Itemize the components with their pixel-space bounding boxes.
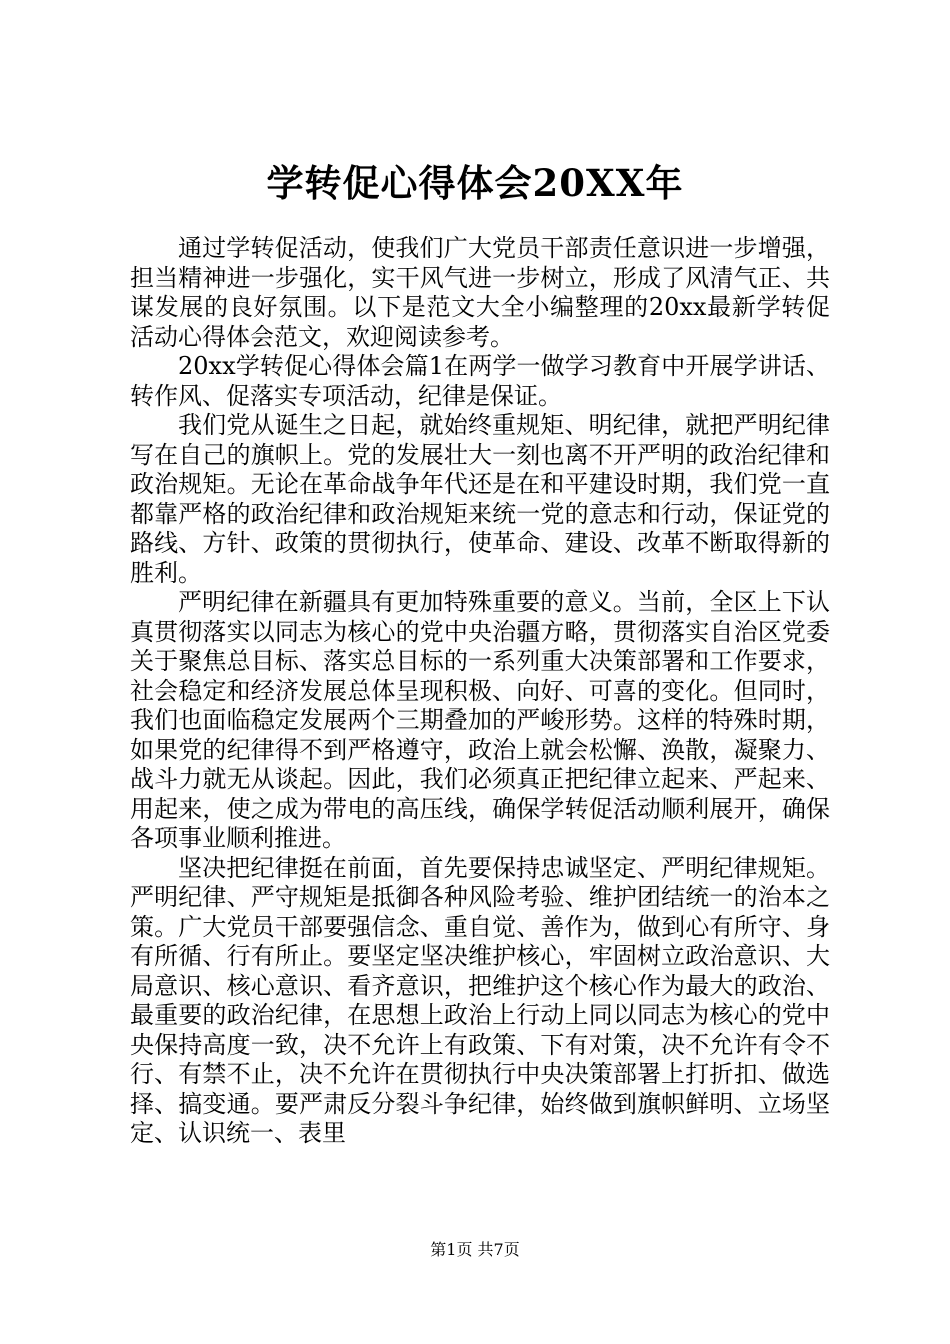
document-body (130, 234, 830, 1149)
paragraph-3: 我们党从诞生之日起，就始终重规矩、明纪律，就把严明纪律写在自己的旗帜上。党的发展壮大一刻也离不开严明的政治纪律和政治规矩。无论在革命战争年代还是在和平建设时期，我们党一直都靠严格的政治纪律和政治规矩来统一党的意志和行动，保证党的路线、方针、政策的贯彻执行，使革命、建设、改革不断取得新的胜利。 (130, 411, 830, 587)
paragraph-intro: 通过学转促活动，使我们广大党员干部责任意识进一步增强，担当精神进一步强化，实干风气进一步树立，形成了风清气正、共谋发展的良好氛围。以下是范文大全小编整理的20xx最新学转促活动心得体会范文，欢迎阅读参考。 (130, 234, 830, 351)
paragraph-5: 坚决把纪律挺在前面，首先要保持忠诚坚定、严明纪律规矩。严明纪律、严守规矩是抵御各种风险考验、维护团结统一的治本之策。广大党员干部要强信念、重自觉、善作为，做到心有所守、身有所循、行有所止。要坚定坚决维护核心，牢固树立政治意识、大局意识、核心意识、看齐意识，把维护这个核心作为最大的政治、最重要的政治纪律，在思想上政治上行动上同以同志为核心的党中央保持高度一致，决不允许上有政策、下有对策，决不允许有令不行、有禁不止，决不允许在贯彻执行中央决策部署上打折扣、做选择、搞变通。要严肃反分裂斗争纪律，始终做到旗帜鲜明、立场坚定、认识统一、表里 (130, 853, 830, 1147)
paragraph-4: 严明纪律在新疆具有更加特殊重要的意义。当前，全区上下认真贯彻落实以同志为核心的党中央治疆方略，贯彻落实自治区党委关于聚焦总目标、落实总目标的一系列重大决策部署和工作要求，社会稳定和经济发展总体呈现积极、向好、可喜的变化。但同时，我们也面临稳定发展两个三期叠加的严峻形势。这样的特殊时期，如果党的纪律得不到严格遵守，政治上就会松懈、涣散，凝聚力、战斗力就无从谈起。因此，我们必须真正把纪律立起来、严起来、用起来，使之成为带电的高压线，确保学转促活动顺利展开，确保各项事业顺利推进。 (130, 588, 830, 852)
page-number-footer: 第1页 共7页 (430, 1240, 520, 1259)
paragraph-2: 20xx学转促心得体会篇1在两学一做学习教育中开展学讲话、转作风、促落实专项活动，纪律是保证。 (130, 352, 830, 410)
document-title: 学转促心得体会20XX年 (266, 161, 684, 205)
